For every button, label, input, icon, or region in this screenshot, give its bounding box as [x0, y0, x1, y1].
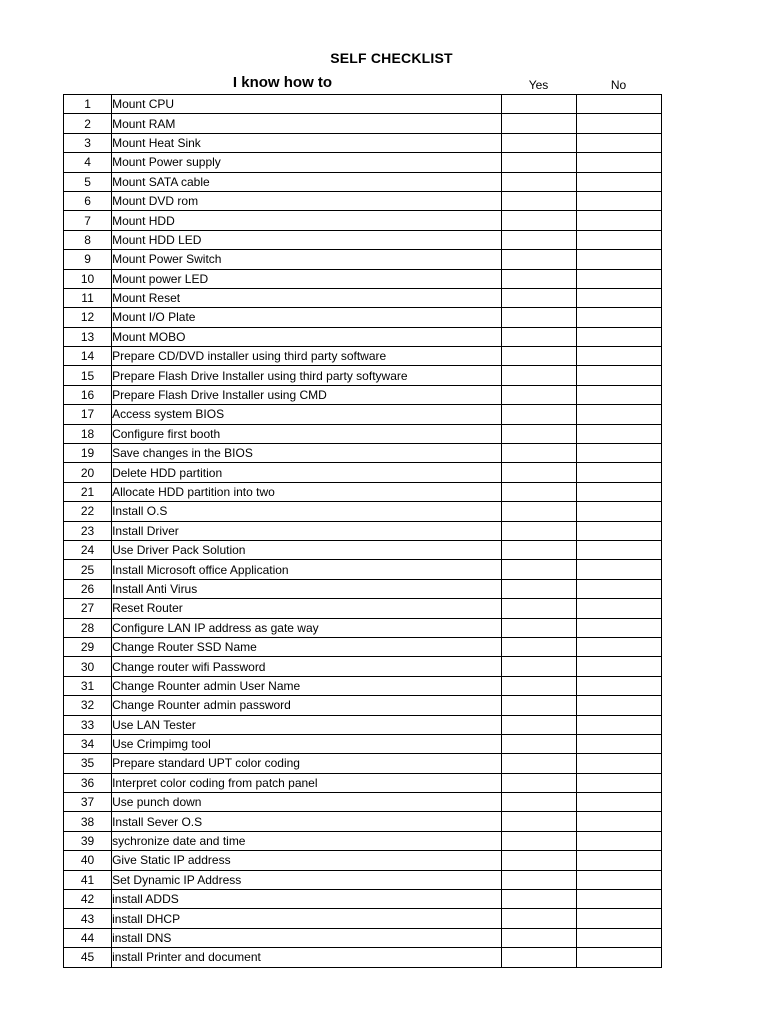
- row-number: 16: [64, 385, 112, 404]
- task-description: Mount MOBO: [112, 327, 502, 346]
- row-number: 27: [64, 599, 112, 618]
- task-description: Install Sever O.S: [112, 812, 502, 831]
- no-checkbox-cell[interactable]: [576, 540, 661, 559]
- row-number: 45: [64, 948, 112, 967]
- table-row: [64, 269, 662, 288]
- table-row: [64, 734, 662, 753]
- task-description: Save changes in the BIOS: [112, 444, 502, 463]
- no-checkbox-cell[interactable]: [576, 560, 661, 579]
- task-description: Use punch down: [112, 793, 502, 812]
- row-number: 19: [64, 444, 112, 463]
- task-description: Configure LAN IP address as gate way: [112, 618, 502, 637]
- table-row: [64, 754, 662, 773]
- yes-checkbox-cell[interactable]: [501, 153, 576, 172]
- yes-checkbox-cell[interactable]: [501, 715, 576, 734]
- yes-checkbox-cell[interactable]: [501, 637, 576, 656]
- row-number: 24: [64, 540, 112, 559]
- table-row: [64, 191, 662, 210]
- no-checkbox-cell[interactable]: [576, 579, 661, 598]
- table-row: [64, 250, 662, 269]
- table-row: [64, 618, 662, 637]
- no-checkbox-cell[interactable]: [576, 793, 661, 812]
- no-checkbox-cell[interactable]: [576, 754, 661, 773]
- row-number: 22: [64, 502, 112, 521]
- row-number: 7: [64, 211, 112, 230]
- yes-checkbox-cell[interactable]: [501, 579, 576, 598]
- checklist-subheading: I know how to: [232, 74, 333, 91]
- yes-checkbox-cell[interactable]: [501, 560, 576, 579]
- no-checkbox-cell[interactable]: [576, 211, 661, 230]
- yes-checkbox-cell[interactable]: [501, 676, 576, 695]
- checklist-body: [64, 95, 662, 968]
- task-description: Change router wifi Password: [112, 657, 502, 676]
- yes-checkbox-cell[interactable]: [501, 424, 576, 443]
- yes-checkbox-cell[interactable]: [501, 114, 576, 133]
- no-checkbox-cell[interactable]: [576, 95, 661, 114]
- row-number: 9: [64, 250, 112, 269]
- no-checkbox-cell[interactable]: [576, 250, 661, 269]
- yes-checkbox-cell[interactable]: [501, 191, 576, 210]
- task-description: Prepare standard UPT color coding: [112, 754, 502, 773]
- task-description: Mount DVD rom: [112, 191, 502, 210]
- table-row: [64, 599, 662, 618]
- table-row: [64, 172, 662, 191]
- no-checkbox-cell[interactable]: [576, 308, 661, 327]
- row-number: 33: [64, 715, 112, 734]
- task-description: install ADDS: [112, 890, 502, 909]
- no-checkbox-cell[interactable]: [576, 191, 661, 210]
- no-checkbox-cell[interactable]: [576, 366, 661, 385]
- no-checkbox-cell[interactable]: [576, 599, 661, 618]
- row-number: 39: [64, 831, 112, 850]
- table-row: [64, 211, 662, 230]
- row-number: 28: [64, 618, 112, 637]
- task-description: install DNS: [112, 928, 502, 947]
- task-description: Mount Power supply: [112, 153, 502, 172]
- yes-checkbox-cell[interactable]: [501, 347, 576, 366]
- no-checkbox-cell[interactable]: [576, 870, 661, 889]
- yes-checkbox-cell[interactable]: [501, 909, 576, 928]
- yes-checkbox-cell[interactable]: [501, 599, 576, 618]
- row-number: 43: [64, 909, 112, 928]
- yes-checkbox-cell[interactable]: [501, 502, 576, 521]
- yes-checkbox-cell[interactable]: [501, 95, 576, 114]
- no-checkbox-cell[interactable]: [576, 463, 661, 482]
- yes-checkbox-cell[interactable]: [501, 405, 576, 424]
- task-description: Mount SATA cable: [112, 172, 502, 191]
- row-number: 37: [64, 793, 112, 812]
- table-row: [64, 540, 662, 559]
- row-number: 15: [64, 366, 112, 385]
- table-row: [64, 696, 662, 715]
- no-checkbox-cell[interactable]: [576, 812, 661, 831]
- row-number: 12: [64, 308, 112, 327]
- table-row: [64, 715, 662, 734]
- no-checkbox-cell[interactable]: [576, 114, 661, 133]
- no-checkbox-cell[interactable]: [576, 948, 661, 967]
- row-number: 32: [64, 696, 112, 715]
- no-checkbox-cell[interactable]: [576, 482, 661, 501]
- task-description: Prepare Flash Drive Installer using third party softyware: [112, 366, 502, 385]
- yes-checkbox-cell[interactable]: [501, 890, 576, 909]
- yes-checkbox-cell[interactable]: [501, 657, 576, 676]
- table-row: [64, 482, 662, 501]
- row-number: 31: [64, 676, 112, 695]
- task-description: Configure first booth: [112, 424, 502, 443]
- yes-checkbox-cell[interactable]: [501, 540, 576, 559]
- yes-checkbox-cell[interactable]: [501, 444, 576, 463]
- table-row: [64, 521, 662, 540]
- row-number: 8: [64, 230, 112, 249]
- no-checkbox-cell[interactable]: [576, 521, 661, 540]
- table-row: [64, 502, 662, 521]
- no-checkbox-cell[interactable]: [576, 133, 661, 152]
- table-row: [64, 366, 662, 385]
- yes-checkbox-cell[interactable]: [501, 482, 576, 501]
- yes-checkbox-cell[interactable]: [501, 928, 576, 947]
- table-row: [64, 347, 662, 366]
- no-checkbox-cell[interactable]: [576, 230, 661, 249]
- yes-checkbox-cell[interactable]: [501, 754, 576, 773]
- row-number: 18: [64, 424, 112, 443]
- task-description: Mount I/O Plate: [112, 308, 502, 327]
- task-description: Delete HDD partition: [112, 463, 502, 482]
- table-row: [64, 793, 662, 812]
- task-description: Mount Reset: [112, 288, 502, 307]
- row-number: 4: [64, 153, 112, 172]
- no-checkbox-cell[interactable]: [576, 676, 661, 695]
- task-description: Mount HDD LED: [112, 230, 502, 249]
- row-number: 1: [64, 95, 112, 114]
- row-number: 3: [64, 133, 112, 152]
- task-description: Reset Router: [112, 599, 502, 618]
- task-description: Mount Heat Sink: [112, 133, 502, 152]
- no-checkbox-cell[interactable]: [576, 172, 661, 191]
- table-row: [64, 153, 662, 172]
- no-checkbox-cell[interactable]: [576, 715, 661, 734]
- table-row: [64, 676, 662, 695]
- task-description: Allocate HDD partition into two: [112, 482, 502, 501]
- task-description: Install O.S: [112, 502, 502, 521]
- yes-checkbox-cell[interactable]: [501, 269, 576, 288]
- table-row: [64, 114, 662, 133]
- table-row: [64, 424, 662, 443]
- yes-checkbox-cell[interactable]: [501, 870, 576, 889]
- table-row: [64, 909, 662, 928]
- row-number: 35: [64, 754, 112, 773]
- row-number: 25: [64, 560, 112, 579]
- table-row: [64, 463, 662, 482]
- row-number: 29: [64, 637, 112, 656]
- row-number: 5: [64, 172, 112, 191]
- row-number: 11: [64, 288, 112, 307]
- yes-checkbox-cell[interactable]: [501, 133, 576, 152]
- table-row: [64, 948, 662, 967]
- no-checkbox-cell[interactable]: [576, 153, 661, 172]
- no-checkbox-cell[interactable]: [576, 696, 661, 715]
- task-description: Mount HDD: [112, 211, 502, 230]
- yes-checkbox-cell[interactable]: [501, 366, 576, 385]
- no-checkbox-cell[interactable]: [576, 502, 661, 521]
- yes-checkbox-cell[interactable]: [501, 812, 576, 831]
- no-checkbox-cell[interactable]: [576, 327, 661, 346]
- no-checkbox-cell[interactable]: [576, 909, 661, 928]
- row-number: 41: [64, 870, 112, 889]
- no-checkbox-cell[interactable]: [576, 288, 661, 307]
- no-checkbox-cell[interactable]: [576, 851, 661, 870]
- row-number: 42: [64, 890, 112, 909]
- no-checkbox-cell[interactable]: [576, 405, 661, 424]
- yes-checkbox-cell[interactable]: [501, 385, 576, 404]
- no-checkbox-cell[interactable]: [576, 269, 661, 288]
- yes-checkbox-cell[interactable]: [501, 230, 576, 249]
- table-row: [64, 405, 662, 424]
- task-description: Prepare Flash Drive Installer using CMD: [112, 385, 502, 404]
- row-number: 30: [64, 657, 112, 676]
- no-checkbox-cell[interactable]: [576, 657, 661, 676]
- no-column-header: No: [610, 78, 627, 92]
- table-row: [64, 230, 662, 249]
- task-description: Set Dynamic IP Address: [112, 870, 502, 889]
- task-description: Mount RAM: [112, 114, 502, 133]
- yes-checkbox-cell[interactable]: [501, 734, 576, 753]
- table-row: [64, 327, 662, 346]
- yes-column-header: Yes: [528, 78, 549, 92]
- task-description: Change Router SSD Name: [112, 637, 502, 656]
- table-row: [64, 444, 662, 463]
- task-description: install DHCP: [112, 909, 502, 928]
- no-checkbox-cell[interactable]: [576, 347, 661, 366]
- no-checkbox-cell[interactable]: [576, 928, 661, 947]
- row-number: 6: [64, 191, 112, 210]
- checklist-table: [63, 94, 662, 968]
- task-description: Use Driver Pack Solution: [112, 540, 502, 559]
- table-row: [64, 637, 662, 656]
- no-checkbox-cell[interactable]: [576, 618, 661, 637]
- table-row: [64, 851, 662, 870]
- table-row: [64, 657, 662, 676]
- row-number: 10: [64, 269, 112, 288]
- no-checkbox-cell[interactable]: [576, 424, 661, 443]
- yes-checkbox-cell[interactable]: [501, 618, 576, 637]
- task-description: Mount Power Switch: [112, 250, 502, 269]
- yes-checkbox-cell[interactable]: [501, 521, 576, 540]
- task-description: Install Microsoft office Application: [112, 560, 502, 579]
- yes-checkbox-cell[interactable]: [501, 773, 576, 792]
- yes-checkbox-cell[interactable]: [501, 308, 576, 327]
- row-number: 40: [64, 851, 112, 870]
- yes-checkbox-cell[interactable]: [501, 211, 576, 230]
- row-number: 21: [64, 482, 112, 501]
- no-checkbox-cell[interactable]: [576, 831, 661, 850]
- no-checkbox-cell[interactable]: [576, 637, 661, 656]
- task-description: Change Rounter admin User Name: [112, 676, 502, 695]
- task-description: sychronize date and time: [112, 831, 502, 850]
- table-row: [64, 831, 662, 850]
- row-number: 44: [64, 928, 112, 947]
- table-row: [64, 288, 662, 307]
- task-description: Change Rounter admin password: [112, 696, 502, 715]
- task-description: Install Driver: [112, 521, 502, 540]
- row-number: 17: [64, 405, 112, 424]
- task-description: Use Crimpimg tool: [112, 734, 502, 753]
- no-checkbox-cell[interactable]: [576, 444, 661, 463]
- row-number: 14: [64, 347, 112, 366]
- task-description: Use LAN Tester: [112, 715, 502, 734]
- table-row: [64, 812, 662, 831]
- no-checkbox-cell[interactable]: [576, 734, 661, 753]
- yes-checkbox-cell[interactable]: [501, 172, 576, 191]
- yes-checkbox-cell[interactable]: [501, 696, 576, 715]
- row-number: 38: [64, 812, 112, 831]
- table-row: [64, 579, 662, 598]
- yes-checkbox-cell[interactable]: [501, 851, 576, 870]
- row-number: 23: [64, 521, 112, 540]
- row-number: 2: [64, 114, 112, 133]
- task-description: Prepare CD/DVD installer using third party software: [112, 347, 502, 366]
- yes-checkbox-cell[interactable]: [501, 793, 576, 812]
- task-description: Give Static IP address: [112, 851, 502, 870]
- table-row: [64, 385, 662, 404]
- yes-checkbox-cell[interactable]: [501, 948, 576, 967]
- page-title: SELF CHECKLIST: [330, 50, 453, 66]
- row-number: 13: [64, 327, 112, 346]
- row-number: 34: [64, 734, 112, 753]
- no-checkbox-cell[interactable]: [576, 773, 661, 792]
- yes-checkbox-cell[interactable]: [501, 831, 576, 850]
- table-row: [64, 133, 662, 152]
- no-checkbox-cell[interactable]: [576, 385, 661, 404]
- row-number: 36: [64, 773, 112, 792]
- table-row: [64, 870, 662, 889]
- yes-checkbox-cell[interactable]: [501, 288, 576, 307]
- task-description: Interpret color coding from patch panel: [112, 773, 502, 792]
- task-description: Mount CPU: [112, 95, 502, 114]
- task-description: Access system BIOS: [112, 405, 502, 424]
- task-description: install Printer and document: [112, 948, 502, 967]
- table-row: [64, 928, 662, 947]
- yes-checkbox-cell[interactable]: [501, 463, 576, 482]
- table-row: [64, 560, 662, 579]
- task-description: Install Anti Virus: [112, 579, 502, 598]
- row-number: 26: [64, 579, 112, 598]
- row-number: 20: [64, 463, 112, 482]
- yes-checkbox-cell[interactable]: [501, 250, 576, 269]
- table-row: [64, 95, 662, 114]
- table-row: [64, 308, 662, 327]
- yes-checkbox-cell[interactable]: [501, 327, 576, 346]
- table-row: [64, 773, 662, 792]
- table-row: [64, 890, 662, 909]
- no-checkbox-cell[interactable]: [576, 890, 661, 909]
- task-description: Mount power LED: [112, 269, 502, 288]
